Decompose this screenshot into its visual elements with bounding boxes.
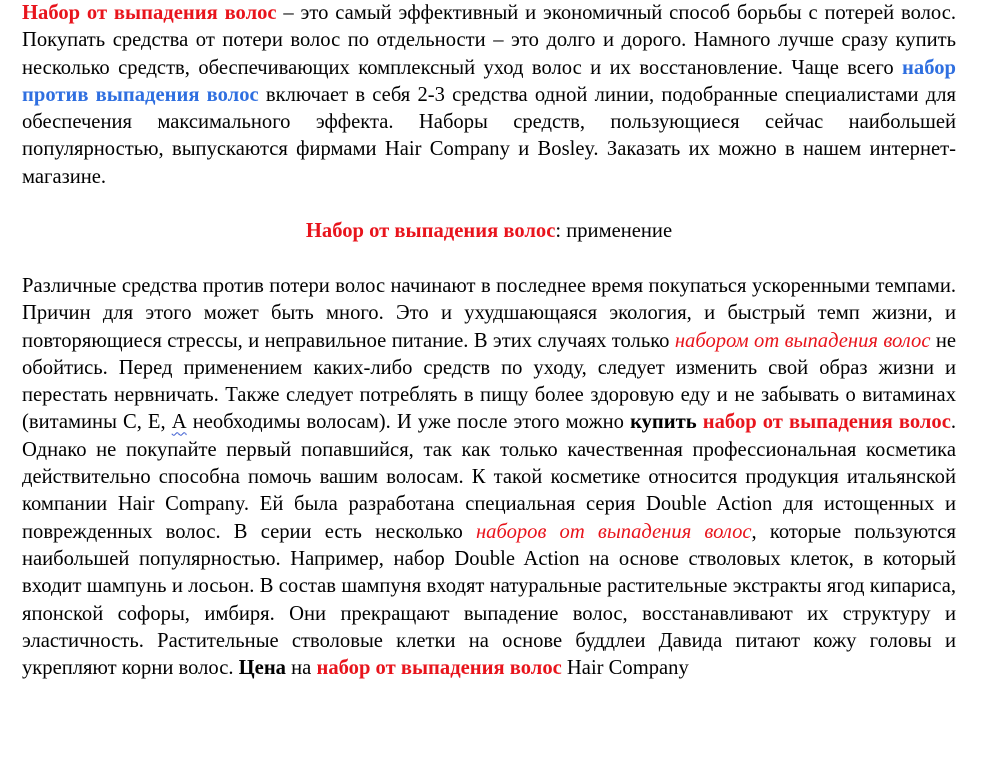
document-page bbox=[22, 0, 956, 682]
spellcheck-flagged-word: А bbox=[171, 411, 187, 434]
keyword-anti-hair-loss-set-link[interactable]: набор против выпадения волос bbox=[22, 56, 956, 106]
keyword-italic-1: набором от выпадения волос bbox=[674, 329, 931, 352]
intro-text-1: – это самый эффективный и экономичный способ борьбы с потерей волос. Покупать средства от потери волос по отдельности – это долго и дорого. Намного лучше сразу купить несколько средств, обеспечивающих комплексный уход волос и их восстановление. Чаще всего bbox=[22, 2, 956, 79]
keyword-bold-red-1: набор от выпадения волос bbox=[702, 411, 951, 434]
keyword-hair-loss-set: Набор от выпадения волос bbox=[22, 2, 277, 24]
usage-text-3: необходимы волосам). И уже после этого можно bbox=[186, 411, 631, 434]
section-heading bbox=[22, 218, 956, 245]
keyword-buy: купить bbox=[630, 411, 697, 434]
keyword-italic-2: наборов от выпадения волос bbox=[475, 520, 752, 543]
heading-rest: : применение bbox=[555, 220, 673, 243]
usage-text-2: не обойтись. Перед применением каких-либо средств по уходу, следует изменить свой образ жизни и перестать нервничать. Также следует потреблять в пищу более здоровую еду и не забывать о витаминах (витамины С, Е, bbox=[22, 329, 956, 434]
usage-text-6: на bbox=[285, 657, 317, 680]
keyword-price: Цена bbox=[238, 657, 286, 680]
usage-text-4: . Однако не покупайте первый попавшийся, так как только качественная профессиональная косметика действительно способна помочь вашим волосам. К такой косметике относится продукция итальянской компании Hair Company. Ей была разработана специальная серия Double Action для истощенных и поврежденных волос. В серии есть несколько bbox=[22, 411, 956, 543]
usage-text-1: Различные средства против потери волос начинают в последнее время покупаться ускоренными темпами. Причин для этого может быть много. Это и ухудшающаяся экология, и быстрый темп жизни, и повторяющиеся стрессы, и неправильное питание. В этих случаях только bbox=[22, 274, 956, 352]
intro-paragraph bbox=[22, 0, 956, 191]
usage-text-7: Hair Company bbox=[561, 657, 689, 680]
usage-paragraph bbox=[22, 273, 956, 682]
usage-text-5: , которые пользуются наибольшей популярностью. Например, набор Double Action на основе стволовых клеток, в который входит шампунь и лосьон. В состав шампуня входят натуральные растительные экстракты ягод кипариса, японской софоры, имбиря. Они прекращают выпадение волос, восстанавливают их структуру и эластичность. Растительные стволовые клетки на основе буддлеи Давида питают кожу головы и укрепляют корни волос. bbox=[22, 520, 956, 680]
keyword-bold-red-2: набор от выпадения волос bbox=[316, 657, 562, 680]
blank-line bbox=[22, 246, 956, 273]
intro-text-2: включает в себя 2-3 средства одной линии, подобранные специалистами для обеспечения максимального эффекта. Наборы средств, пользующиеся сейчас наибольшей популярностью, выпускаются фирмами Hair Company и Bosley. Заказать их можно в нашем интернет-магазине. bbox=[22, 83, 956, 188]
blank-line bbox=[22, 191, 956, 218]
heading-keyword: Набор от выпадения волос bbox=[305, 220, 556, 243]
